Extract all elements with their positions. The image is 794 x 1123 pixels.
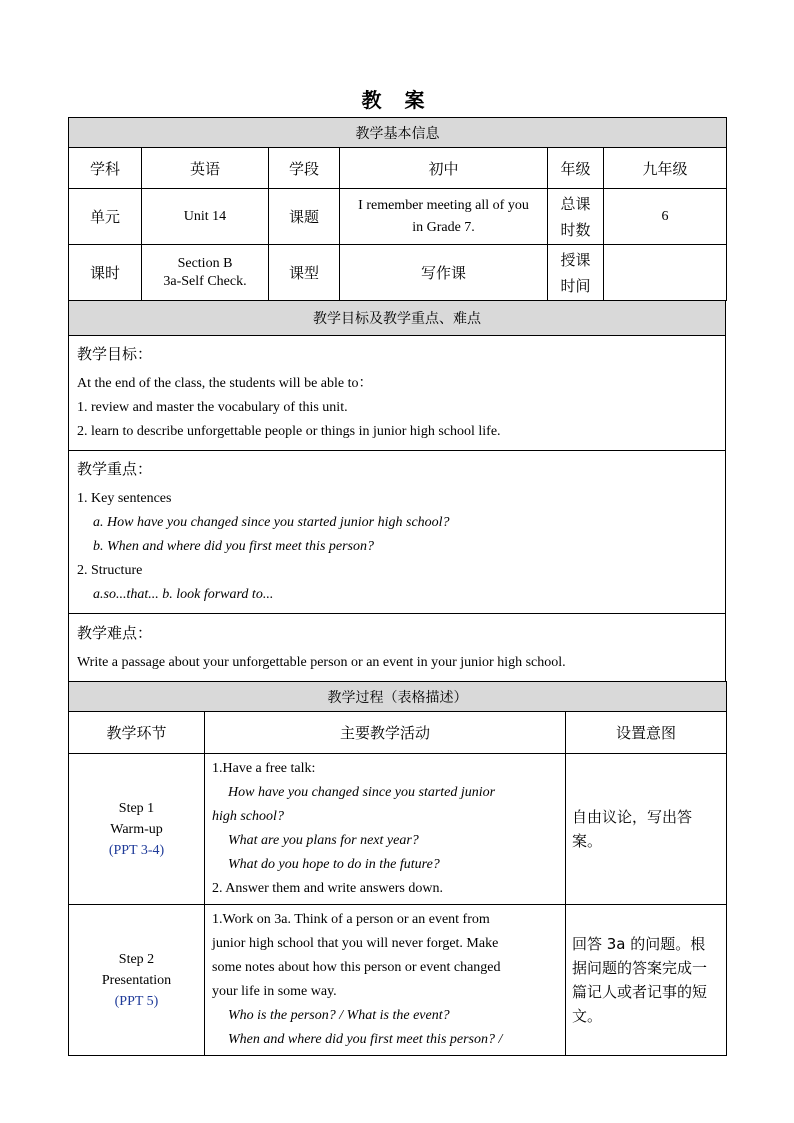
- grade-value: 九年级: [604, 148, 727, 189]
- objective-line: At the end of the class, the students will be able to：: [77, 376, 373, 391]
- objective-line: 2. learn to describe unforgettable people or things in junior high school life.: [77, 424, 501, 439]
- period-value: Section B 3a-Self Check.: [142, 245, 269, 301]
- subject-value: 英语: [142, 148, 269, 189]
- key-points-section: [69, 451, 726, 614]
- activity-line: What do you hope to do in the future?: [228, 857, 440, 872]
- teaching-time-label: 授课 时间: [548, 245, 604, 301]
- stage-label: 学段: [269, 148, 340, 189]
- teaching-time-value: [604, 245, 727, 301]
- key-point-line: 1. Key sentences: [77, 491, 172, 506]
- step2-purpose: 回答 3a 的问题。根据问题的答案完成一篇记人或者记事的短文。: [566, 905, 727, 1056]
- basic-info-table: [68, 117, 727, 301]
- total-hours-label: 总课 时数: [548, 189, 604, 245]
- step2-phase: Presentation: [101, 972, 172, 988]
- subject-label: 学科: [69, 148, 142, 189]
- stage-value: 初中: [340, 148, 548, 189]
- topic-label: 课题: [269, 189, 340, 245]
- process-header: 教学过程（表格描述）: [69, 682, 727, 712]
- step1-cell: [69, 754, 205, 905]
- difficulty-heading: 教学难点：: [77, 623, 153, 642]
- page-title: 教 案: [361, 88, 433, 112]
- activity-line: 2. Answer them and write answers down.: [212, 881, 443, 896]
- activity-line: When and where did you first meet this person? /: [228, 1032, 503, 1047]
- col-purpose-header: 设置意图: [566, 712, 727, 754]
- step2-activities: [205, 905, 566, 1056]
- step2-ppt: (PPT 5): [114, 993, 159, 1009]
- objectives-section: [69, 336, 726, 451]
- key-sentence: a. How have you changed since you started junior high school?: [93, 515, 450, 530]
- step1-name: Step 1: [118, 800, 155, 816]
- difficulty-section: [69, 614, 726, 682]
- objectives-heading: 教学目标：: [77, 345, 153, 363]
- difficulty-text: Write a passage about your unforgettable person or an event in your junior high school.: [77, 654, 566, 670]
- step1-phase: Warm-up: [110, 821, 163, 837]
- step1-purpose: 自由议论，写出答案。: [566, 754, 727, 905]
- basic-info-header: 教学基本信息: [69, 118, 727, 148]
- activity-line: What are you plans for next year?: [228, 833, 419, 848]
- activity-line: 1.Have a free talk:: [212, 761, 316, 776]
- step2-cell: [69, 905, 205, 1056]
- process-table: [68, 681, 727, 1056]
- topic-value: I remember meeting all of you in Grade 7.: [340, 189, 548, 245]
- activity-line: Who is the person? / What is the event?: [228, 1008, 450, 1023]
- grade-label: 年级: [548, 148, 604, 189]
- unit-value: Unit 14: [142, 189, 269, 245]
- goals-table: [68, 300, 726, 682]
- step1-activities: [205, 754, 566, 905]
- period-label: 课时: [69, 245, 142, 301]
- total-hours-value: 6: [604, 189, 727, 245]
- activity-line: How have you changed since you started junior: [228, 785, 496, 800]
- type-label: 课型: [269, 245, 340, 301]
- activity-line: junior high school that you will never forget. Make: [212, 936, 499, 951]
- col-stage-header: 教学环节: [69, 712, 205, 754]
- step1-ppt: (PPT 3-4): [108, 842, 165, 858]
- col-activity-header: 主要教学活动: [205, 712, 566, 754]
- key-structure: a.so...that... b. look forward to...: [93, 587, 274, 602]
- goals-header: 教学目标及教学重点、难点: [69, 301, 726, 336]
- activity-line: high school?: [212, 809, 284, 824]
- key-points-heading: 教学重点：: [77, 460, 153, 478]
- lesson-plan-sheet: [68, 117, 726, 1056]
- key-sentence: b. When and where did you first meet this person?: [93, 539, 375, 554]
- key-point-line: 2. Structure: [77, 563, 143, 578]
- type-value: 写作课: [340, 245, 548, 301]
- objective-line: 1. review and master the vocabulary of this unit.: [77, 400, 348, 415]
- activity-line: 1.Work on 3a. Think of a person or an event from: [212, 912, 490, 927]
- activity-line: your life in some way.: [212, 984, 337, 999]
- unit-label: 单元: [69, 189, 142, 245]
- activity-line: some notes about how this person or event changed: [212, 960, 501, 975]
- step2-name: Step 2: [118, 951, 155, 967]
